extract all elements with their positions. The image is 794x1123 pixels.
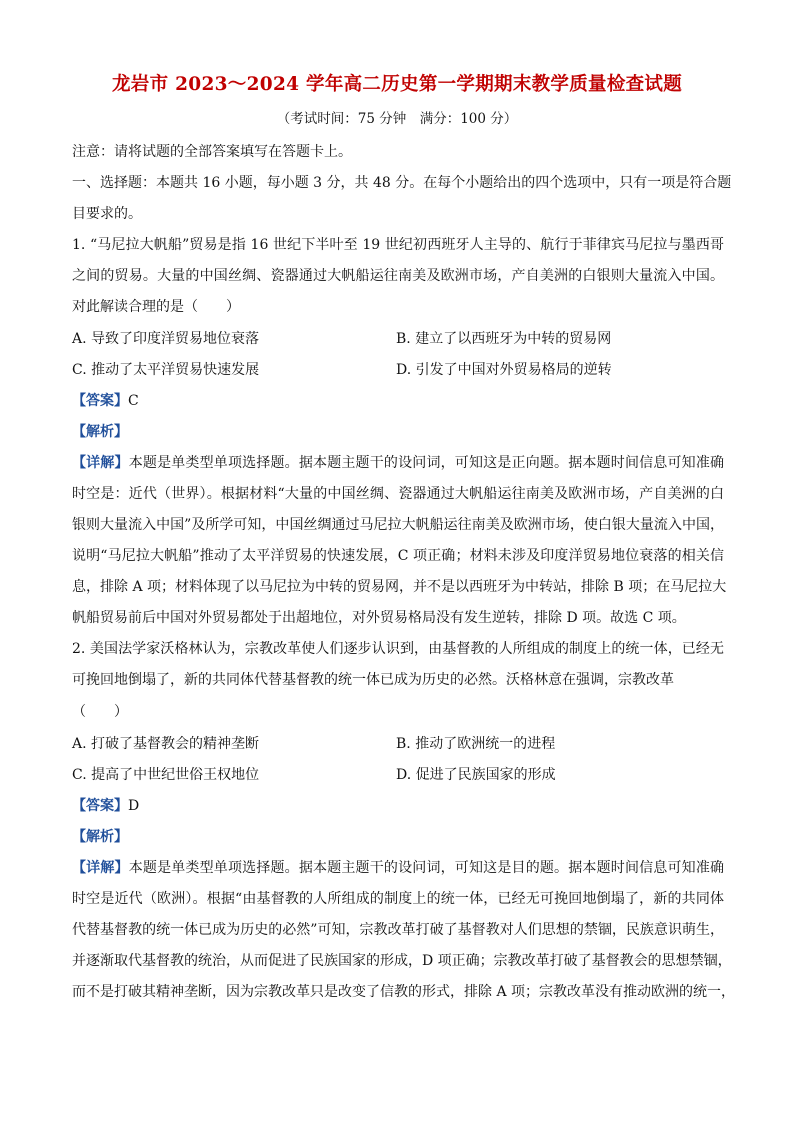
detail-line: 代替基督教的统一体已成为历史的必然”可知，宗教改革打破了基督教对人们思想的禁锢，民族意识萌生， [72, 922, 724, 938]
analysis-label: 【解析】 [72, 829, 128, 845]
detail-line [72, 452, 724, 472]
option-c: C. 推动了太平洋贸易快速发展 [72, 362, 260, 378]
analysis-line [72, 421, 128, 441]
question-stem-line: （ ） [72, 704, 128, 720]
analysis-line [72, 826, 128, 846]
detail-line: 帆船贸易前后中国对外贸易都处于出超地位，对外贸易格局没有发生逆转，排除 D 项。故选 C 项。 [72, 610, 686, 626]
detail-line [72, 857, 724, 877]
exam-info: （考试时间：75 分钟 满分：100 分） [276, 111, 518, 127]
answer-label: 【答案】 [72, 798, 128, 814]
detail-line: 时空是：近代（世界）。根据材料“大量的中国丝绸、瓷器通过大帆船运往南美及欧洲市场，产自美洲的白 [72, 486, 724, 502]
option-a: A. 导致了印度洋贸易地位衰落 [72, 331, 260, 347]
answer-value: D [128, 798, 140, 814]
notice-text: 注意：请将试题的全部答案填写在答题卡上。 [72, 144, 352, 160]
page-title: 龙岩市 2023～2024 学年高二历史第一学期期末教学质量检查试题 [111, 74, 683, 95]
detail-line: 而不是打破其精神垄断，因为宗教改革只是改变了信教的形式，排除 A 项；宗教改革没有推动欧洲的统一， [72, 984, 736, 1000]
analysis-label: 【解析】 [72, 424, 128, 440]
section-instruction-line: 目要求的。 [72, 206, 142, 222]
question-stem-line: 对此解读合理的是（ ） [72, 299, 240, 315]
detail-line: 并逐渐取代基督教的统治，从而促进了民族国家的形成，D 项正确；宗教改革打破了基督教会的思想禁锢， [72, 953, 732, 969]
question-stem-line: 2. 美国法学家沃格林认为，宗教改革使人们逐步认识到，由基督教的人所组成的制度上的统一体，已经无 [72, 641, 724, 657]
answer-line [72, 795, 139, 815]
detail-line: 息，排除 A 项；材料体现了以马尼拉为中转的贸易网，并不是以西班牙为中转站，排除 B 项；在马尼拉大 [72, 579, 727, 595]
detail-label: 【详解】 [72, 860, 129, 876]
detail-text: 本题是单类型单项选择题。据本题主题干的设问词，可知这是正向题。据本题时间信息可知准确 [128, 455, 725, 471]
question-stem-line: 之间的贸易。大量的中国丝绸、瓷器通过大帆船运往南美及欧洲市场，产自美洲的白银则大量流入中国。 [72, 268, 724, 284]
option-c: C. 提高了中世纪世俗王权地位 [72, 767, 260, 783]
section-instruction-line: 一、选择题：本题共 16 小题，每小题 3 分，共 48 分。在每个小题给出的四个选项中，只有一项是符合题 [72, 175, 732, 191]
detail-line: 时空是近代（欧洲）。根据“由基督教的人所组成的制度上的统一体，已经无可挽回地倒塌了，新的共同体 [72, 891, 724, 907]
option-a: A. 打破了基督教会的精神垄断 [72, 736, 260, 752]
answer-label: 【答案】 [72, 393, 128, 409]
option-b: B. 建立了以西班牙为中转的贸易网 [396, 331, 612, 347]
detail-line: 银则大量流入中国”及所学可知，中国丝绸通过马尼拉大帆船运往南美及欧洲市场，使白银大量流入中国， [72, 517, 724, 533]
answer-line [72, 390, 139, 410]
option-d: D. 促进了民族国家的形成 [396, 767, 556, 783]
option-b: B. 推动了欧洲统一的进程 [396, 736, 556, 752]
answer-value: C [128, 393, 139, 409]
question-stem-line: 可挽回地倒塌了，新的共同体代替基督教的统一体已成为历史的必然。沃格林意在强调，宗教改革 [72, 672, 674, 688]
detail-label: 【详解】 [72, 455, 129, 471]
detail-text: 本题是单类型单项选择题。据本题主题干的设问词，可知这是目的题。据本题时间信息可知准确 [128, 860, 725, 876]
option-d: D. 引发了中国对外贸易格局的逆转 [396, 362, 612, 378]
question-stem-line: 1. “马尼拉大帆船”贸易是指 16 世纪下半叶至 19 世纪初西班牙人主导的、航行于菲律宾马尼拉与墨西哥 [72, 237, 724, 253]
detail-line: 说明“马尼拉大帆船”推动了太平洋贸易的快速发展，C 项正确；材料未涉及印度洋贸易地位衰落的相关信 [72, 548, 724, 564]
